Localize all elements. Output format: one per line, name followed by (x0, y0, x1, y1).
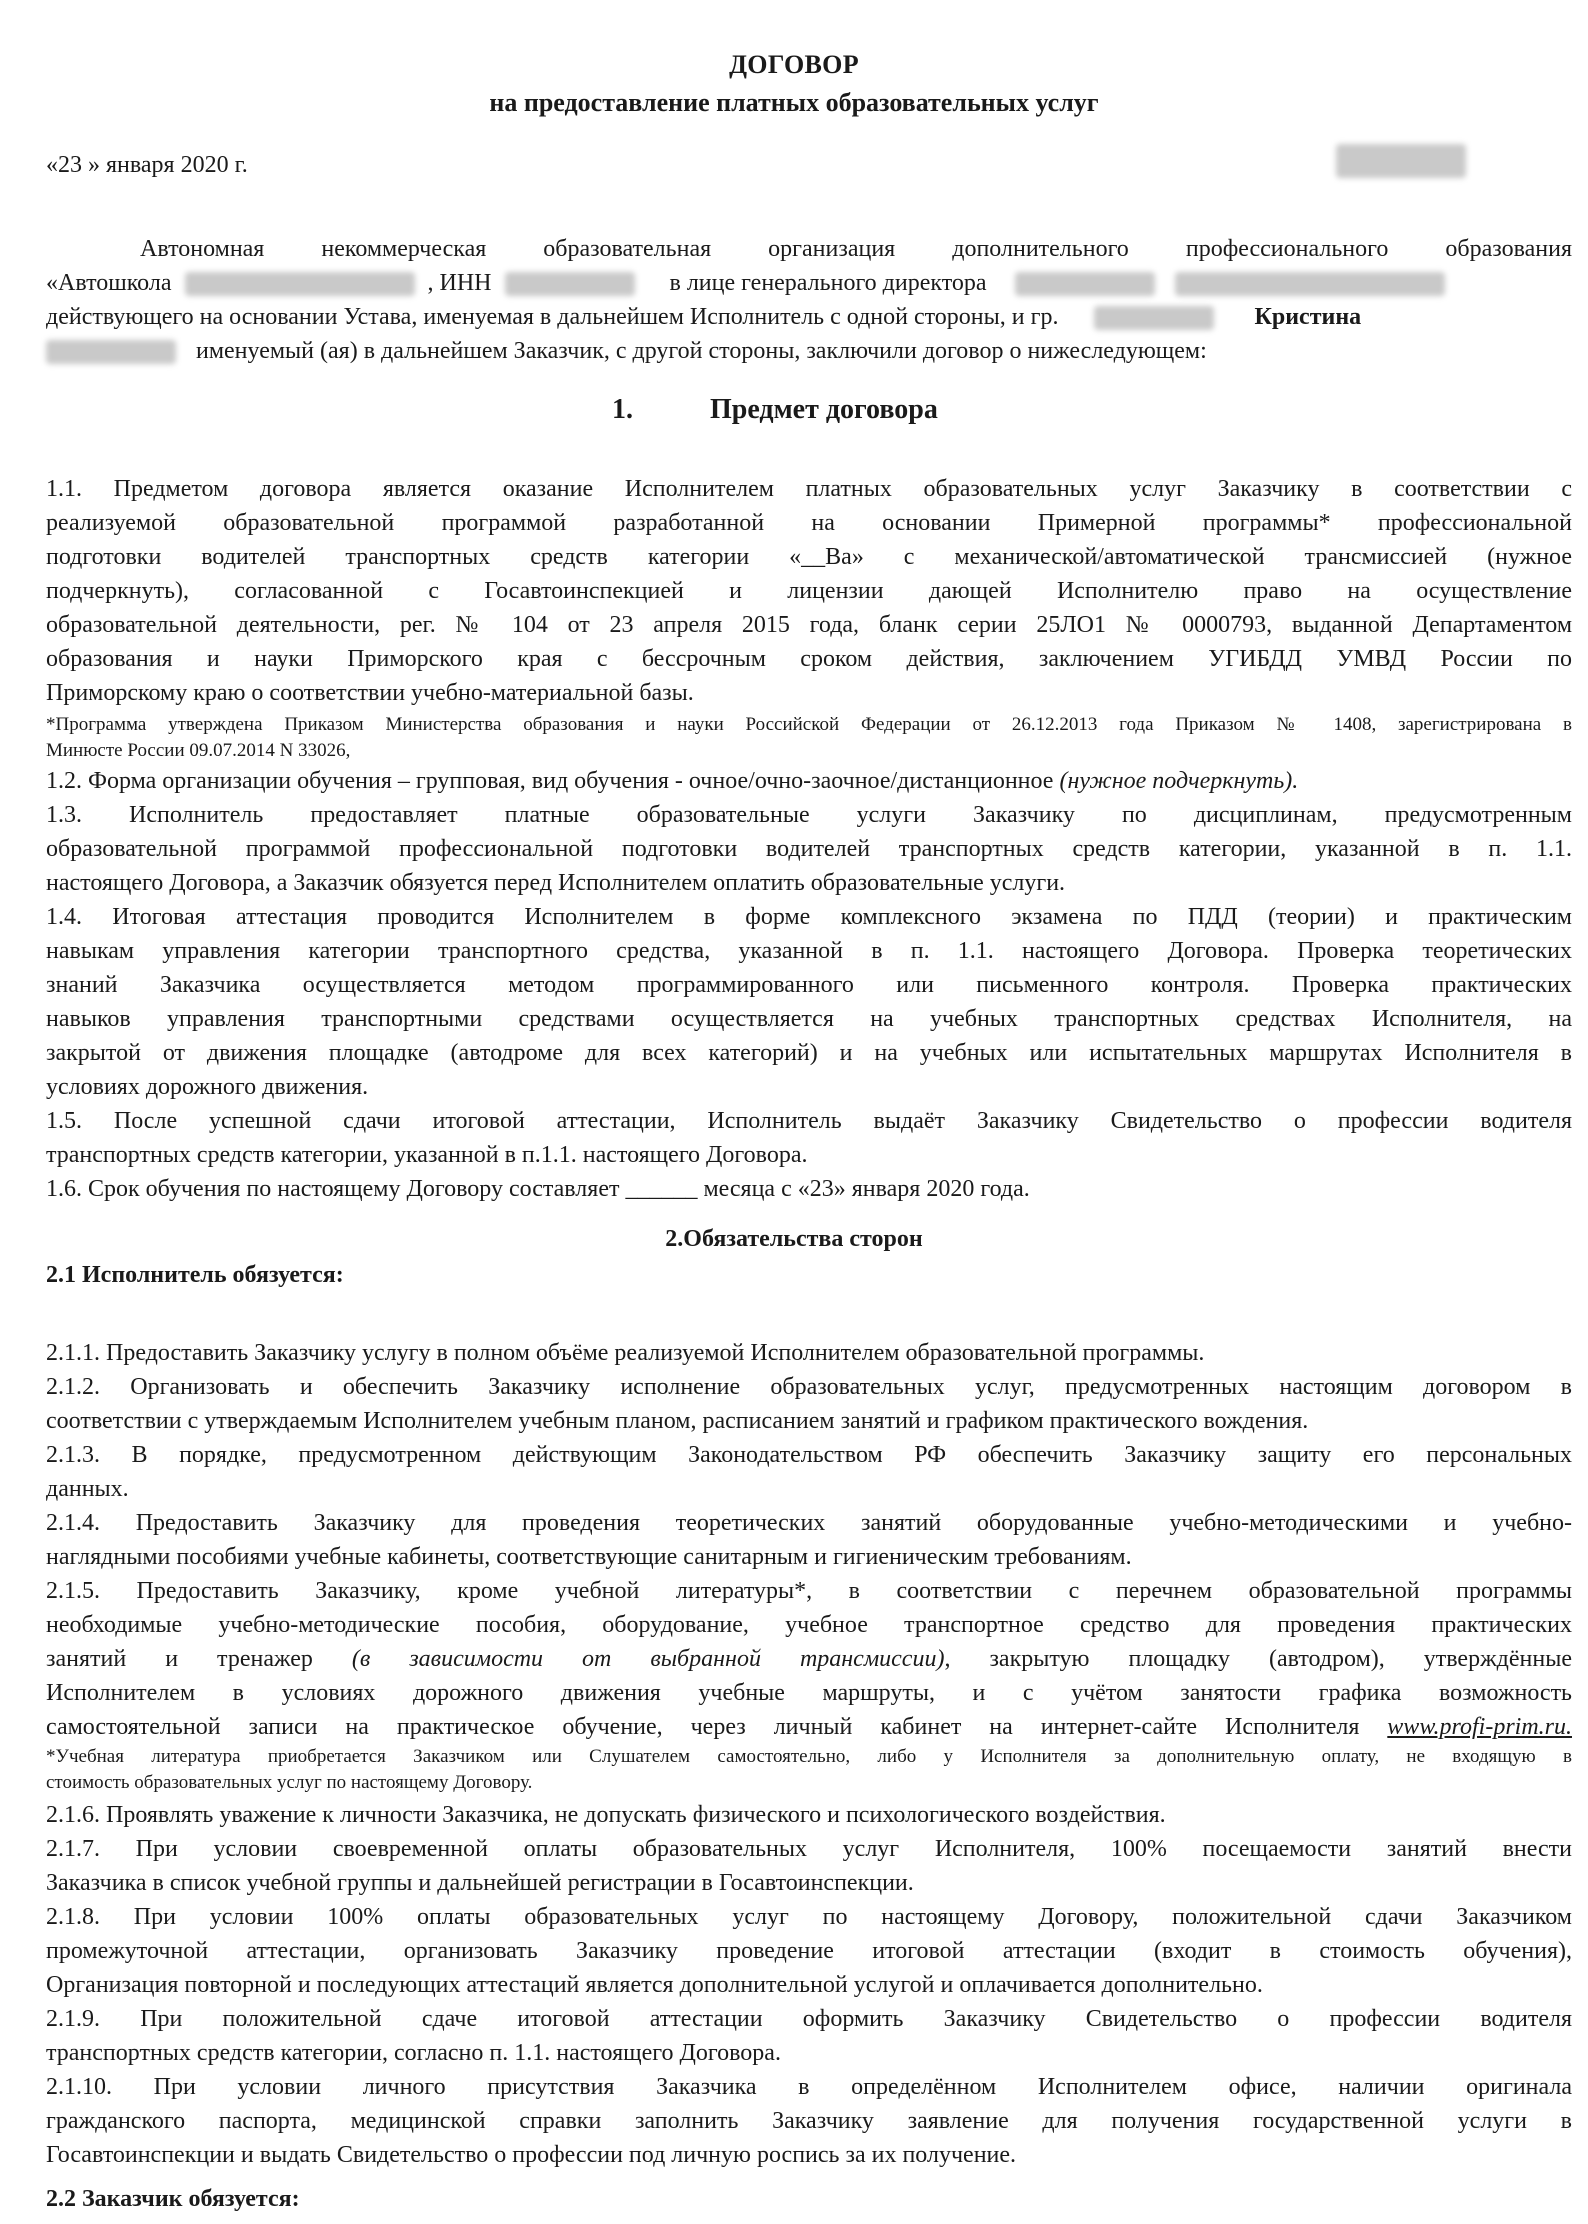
redacted-city (1336, 144, 1466, 178)
clause-1-2 (46, 764, 1298, 798)
redacted-customer-surname (1094, 306, 1214, 330)
clause-1-5-line: 1.5. После успешной сдачи итоговой аттестации, Исполнитель выдаёт Заказчику Свидетельство о профессии водителя (46, 1108, 1572, 1134)
clause-2-1-3-line: данных. (46, 1476, 129, 1502)
clause-1-1-line: 1.1. Предметом договора является оказание Исполнителем платных образовательных услуг Заказчику в соответствии с (46, 476, 1572, 502)
section-1-number: 1. (612, 394, 633, 425)
redacted-director-2 (1175, 272, 1445, 296)
preamble-text: Автономная некоммерческая образовательная организация дополнительного профессионального образования (140, 236, 1572, 262)
clause-2-1-9-line: транспортных средств категории, согласно п. 1.1. настоящего Договора. (46, 2040, 781, 2066)
document-title: ДОГОВОР (729, 50, 859, 79)
preamble-director: в лице генерального директора (669, 270, 987, 296)
clause-1-3-line: образовательной программой профессиональной подготовки водителей транспортных средств категории, указанной в п. 1.1. (46, 836, 1572, 862)
clause-2-1-1: 2.1.1. Предоставить Заказчику услугу в полном объёме реализуемой Исполнителем образовательной программы. (46, 1340, 1205, 1366)
clause-2-1-5-line: необходимые учебно-методические пособия, оборудование, учебное транспортное средство для проведения практических (46, 1612, 1572, 1638)
clause-1-1-line: образовательной деятельности, рег. № 104 от 23 апреля 2015 года, бланк серии 25ЛО1 № 0000793, выданной Департаментом (46, 612, 1572, 638)
clause-2-1-5-line (46, 1642, 1572, 1676)
clause-2-1-2-line: соответствии с утверждаемым Исполнителем учебным планом, расписанием занятий и графиком практического вождения. (46, 1408, 1309, 1434)
clause-2-1-7-line: 2.1.7. При условии своевременной оплаты образовательных услуг Исполнителя, 100% посещаемости занятий внести (46, 1836, 1572, 1862)
clause-2-1-9-line: 2.1.9. При положительной сдаче итоговой аттестации оформить Заказчику Свидетельство о профессии водителя (46, 2006, 1572, 2032)
clause-2-1-8-line: промежуточной аттестации, организовать Заказчику проведение итоговой аттестации (входит в стоимость обучения), (46, 1938, 1572, 1964)
clause-1-5-line: транспортных средств категории, указанной в п.1.1. настоящего Договора. (46, 1142, 808, 1168)
redacted-director-1 (1015, 272, 1155, 296)
preamble-customer: именуемый (ая) в дальнейшем Заказчик, с другой стороны, заключили договор о нижеследующем: (196, 338, 1207, 364)
clause-2-1-10-line: гражданского паспорта, медицинской справки заполнить Заказчику заявление для получения государственной услуги в (46, 2108, 1572, 2134)
preamble-line-3 (46, 300, 1361, 334)
footnote-program: *Программа утверждена Приказом Министерства образования и науки Российской Федерации от 26.12.2013 года Приказом № 1408, зарегистрирована в (46, 714, 1572, 735)
preamble-basis: действующего на основании Устава, именуемая в дальнейшем Исполнитель с одной стороны, и гр. (46, 304, 1059, 330)
section-2-1-heading: 2.1 Исполнитель обязуется: (46, 1262, 344, 1288)
section-2-2-heading: 2.2 Заказчик обязуется: (46, 2186, 300, 2212)
clause-1-1-line: образования и науки Приморского края с бессрочным сроком действия, заключением УГИБДД УМВД России по (46, 646, 1572, 672)
footnote-program: Минюсте России 09.07.2014 N 33026, (46, 740, 351, 761)
clause-2-1-7-line: Заказчика в список учебной группы и дальнейшей регистрации в Госавтоинспекции. (46, 1870, 914, 1896)
document-subtitle: на предоставление платных образовательных услуг (489, 88, 1099, 117)
redacted-inn (505, 272, 635, 296)
clause-1-4-line: знаний Заказчика осуществляется методом программированного или письменного контроля. Проверка практических (46, 972, 1572, 998)
clause-1-4-line: условиях дорожного движения. (46, 1074, 369, 1100)
clause-1-1-line: Приморскому краю о соответствии учебно-материальной базы. (46, 680, 694, 706)
clause-2-1-5-line: Исполнителем в условиях дорожного движения учебные маршруты, и с учётом занятости графика возможность (46, 1680, 1572, 1706)
clause-1-1-line: подготовки водителей транспортных средств категории «__Ва» с механической/автоматической трансмиссией (нужное (46, 544, 1572, 570)
clause-1-2-text: 1.2. Форма организации обучения – групповая, вид обучения - очное/очно-заочное/дистанционное (46, 768, 1054, 794)
clause-1-1-line: реализуемой образовательной программой разработанной на основании Примерной программы* профессиональной (46, 510, 1572, 536)
clause-2-1-5-text: , закрытую площадку (автодром), утверждённые (944, 1646, 1572, 1672)
section-2-title: 2.Обязательства сторон (665, 1226, 923, 1252)
preamble-line-2 (46, 266, 1445, 300)
clause-1-3-line: настоящего Договора, а Заказчик обязуется перед Исполнителем оплатить образовательные услуги. (46, 870, 1066, 896)
clause-2-1-5-note: (в зависимости от выбранной трансмиссии) (351, 1646, 945, 1672)
clause-1-6-line: 1.6. Срок обучения по настоящему Договору составляет ______ месяца с «23» января 2020 года. (46, 1176, 1030, 1202)
preamble-line-1 (140, 232, 1572, 266)
clause-1-4-line: навыков управления транспортными средствами осуществляется на учебных транспортных средствах Исполнителя, на (46, 1006, 1572, 1032)
clause-2-1-6: 2.1.6. Проявлять уважение к личности Заказчика, не допускать физического и психологического воздействия. (46, 1802, 1166, 1828)
clause-2-1-10-line: 2.1.10. При условии личного присутствия Заказчика в определённом Исполнителем офисе, наличии оригинала (46, 2074, 1572, 2100)
redacted-customer-patronymic (46, 340, 176, 364)
preamble-line-4 (46, 334, 1207, 368)
footnote-literature: *Учебная литература приобретается Заказчиком или Слушателем самостоятельно, либо у Исполнителя за дополнительную оплату, не входящую в (46, 1746, 1572, 1767)
clause-1-2-note: (нужное подчеркнуть). (1059, 768, 1299, 794)
clause-2-1-8-line: Организация повторной и последующих аттестаций является дополнительной услугой и оплачивается дополнительно. (46, 1972, 1263, 1998)
section-1-title: Предмет договора (710, 394, 938, 425)
website-link[interactable]: www.profi-prim.ru. (1387, 1714, 1572, 1740)
footnote-literature: стоимость образовательных услуг по настоящему Договору. (46, 1772, 533, 1793)
clause-2-1-4-line: наглядными пособиями учебные кабинеты, соответствующие санитарным и гигиеническим требованиям. (46, 1544, 1132, 1570)
clause-1-1-line: подчеркнуть), согласованной с Госавтоинспекцией и лицензии дающей Исполнителю право на осуществление (46, 578, 1572, 604)
clause-2-1-5-text: занятий и тренажер (46, 1646, 313, 1672)
clause-2-1-8-line: 2.1.8. При условии 100% оплаты образовательных услуг по настоящему Договору, положительной сдачи Заказчиком (46, 1904, 1572, 1930)
customer-first-name: Кристина (1254, 304, 1362, 330)
redacted-school-name (185, 272, 415, 296)
contract-date: «23 » января 2020 г. (46, 152, 248, 178)
clause-2-1-4-line: 2.1.4. Предоставить Заказчику для проведения теоретических занятий оборудованные учебно-методическими и учебно- (46, 1510, 1572, 1536)
clause-2-1-5-line (46, 1710, 1572, 1744)
clause-1-4-line: навыкам управления категории транспортного средства, указанной в п. 1.1. настоящего Договора. Проверка теоретических (46, 938, 1572, 964)
clause-1-4-line: закрытой от движения площадке (автодроме для всех категорий) и на учебных или испытательных маршрутах Исполнителя в (46, 1040, 1572, 1066)
preamble-inn: , ИНН (427, 270, 492, 296)
clause-1-4-line: 1.4. Итоговая аттестация проводится Исполнителем в форме комплексного экзамена по ПДД (теории) и практическим (46, 904, 1572, 930)
clause-2-1-5-line: 2.1.5. Предоставить Заказчику, кроме учебной литературы*, в соответствии с перечнем образовательной программы (46, 1578, 1572, 1604)
clause-2-1-3-line: 2.1.3. В порядке, предусмотренном действующим Законодательством РФ обеспечить Заказчику защиту его персональных (46, 1442, 1572, 1468)
clause-2-1-10-line: Госавтоинспекции и выдать Свидетельство о профессии под личную роспись за их получение. (46, 2142, 1017, 2168)
clause-2-1-5-text: самостоятельной записи на практическое обучение, через личный кабинет на интернет-сайте Исполнителя (46, 1714, 1360, 1740)
preamble-school: «Автошкола (46, 270, 172, 296)
clause-2-1-2-line: 2.1.2. Организовать и обеспечить Заказчику исполнение образовательных услуг, предусмотренных настоящим договором в (46, 1374, 1572, 1400)
clause-1-3-line: 1.3. Исполнитель предоставляет платные образовательные услуги Заказчику по дисциплинам, предусмотренным (46, 802, 1572, 828)
